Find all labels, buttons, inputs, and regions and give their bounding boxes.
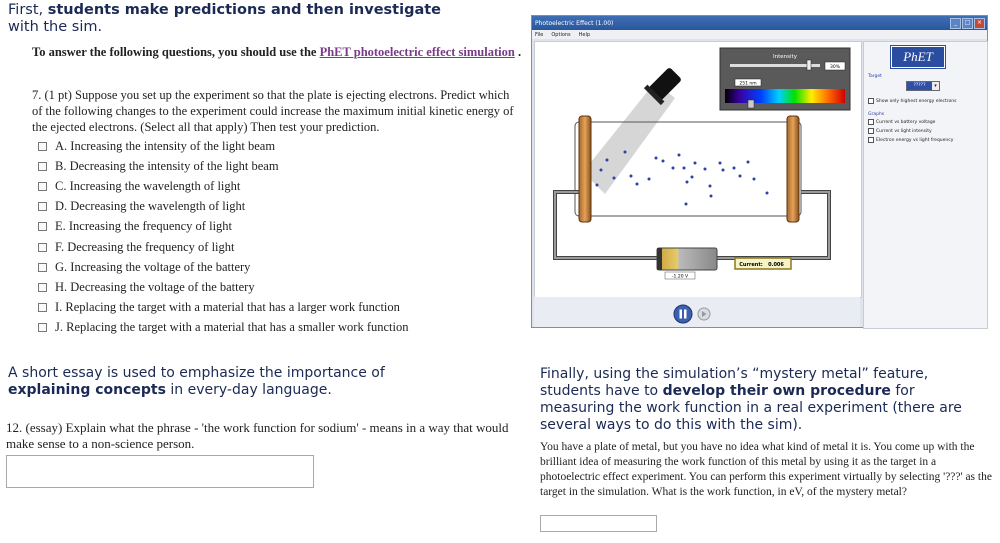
wavelength-slider-knob (748, 100, 754, 108)
checkbox[interactable] (38, 182, 47, 191)
target-value: ????? (907, 82, 932, 90)
current-label: Current: (739, 262, 763, 268)
sim-title: Photoelectric Effect (1.00) (535, 19, 614, 27)
instructions (32, 44, 522, 60)
phet-sim-window (531, 15, 988, 328)
option-h[interactable] (38, 277, 508, 297)
intro-bold: students make predictions and then investigate (47, 2, 442, 18)
essay-intro (8, 365, 448, 399)
checkbox[interactable] (38, 283, 47, 292)
option-a[interactable] (38, 136, 508, 156)
target-select[interactable] (906, 81, 940, 91)
checkbox[interactable] (38, 162, 47, 171)
option-label: B. Decreasing the intensity of the light beam (55, 158, 279, 173)
checkbox[interactable] (38, 202, 47, 211)
intensity-value: 30% (829, 65, 841, 70)
checkbox[interactable] (38, 263, 47, 272)
target-plate (579, 116, 591, 222)
option-c[interactable] (38, 176, 508, 196)
battery (657, 248, 717, 270)
final-intro-part2: for measuring the work function in a real experiment (there are several ways to do this with the sim). (540, 383, 962, 433)
essay-answer-input[interactable] (6, 455, 314, 488)
sim-titlebar (532, 16, 987, 30)
battery-voltage: -1.20 V (671, 274, 689, 280)
current-value: 0.006 (768, 262, 784, 268)
target-label: Target (868, 74, 882, 79)
mystery-answer-input[interactable] (540, 515, 657, 532)
question-12-text: 12. (essay) Explain what the phrase - 'the work function for sodium' - means in a way that would make sense to a non-science person. (6, 420, 509, 451)
phet-sim-link[interactable]: PhET photoelectric effect simulation (319, 45, 515, 59)
final-intro-bold: develop their own procedure (662, 383, 891, 399)
option-b[interactable] (38, 156, 508, 176)
option-label: E. Increasing the frequency of light (55, 219, 233, 234)
checkbox[interactable] (38, 323, 47, 332)
graphs-label: Graphs (868, 112, 885, 117)
sim-menubar (532, 30, 987, 39)
question-7-options (38, 136, 508, 338)
mystery-metal-question: You have a plate of metal, but you have no idea what kind of metal it is. You come up with the brilliant idea of measuring the work function of this metal by using it as the target in a photoelectric effect experiment. You can perform this experiment virtually by selecting '???' as the target in the simulation. What is the work function, in eV, of the mystery metal? (540, 441, 992, 498)
option-d[interactable] (38, 197, 508, 217)
intro-text (8, 2, 528, 36)
sim-controls (534, 297, 860, 327)
question-7-text: 7. (1 pt) Suppose you set up the experiment so that the plate is ejecting electrons. Predict which of the following changes to the experiment could increase the maximum initial kinetic energy of the ejected electrons. (Select all that apply) Then test your prediction. (32, 88, 514, 134)
sim-stage (534, 41, 862, 298)
graph-option-label: Current vs light intensity (876, 128, 932, 134)
sim-side-panel (863, 41, 988, 329)
wavelength-value: 251 nm (739, 81, 757, 87)
option-label: A. Increasing the intensity of the light beam (55, 138, 276, 153)
checkbox[interactable] (38, 142, 47, 151)
final-intro (540, 366, 980, 434)
collector-plate (787, 116, 799, 222)
checkbox[interactable] (868, 128, 874, 134)
sim-scene (535, 42, 861, 297)
chevron-down-icon: ▾ (932, 82, 939, 90)
option-label: C. Increasing the wavelength of light (55, 178, 241, 193)
wavelength-spectrum (725, 89, 845, 103)
final-intro-part1: Finally, using the simulation’s “mystery metal” feature, students have to (540, 366, 929, 399)
checkbox[interactable] (868, 137, 874, 143)
pause-button[interactable] (674, 305, 692, 323)
option-label: J. Replacing the target with a material that has a smaller work function (55, 320, 409, 335)
checkbox[interactable] (868, 119, 874, 125)
checkbox[interactable] (38, 222, 47, 231)
essay-intro-bold: explaining concepts (8, 382, 166, 398)
menu-options[interactable]: Options (551, 31, 571, 38)
graph-option-2[interactable] (868, 128, 987, 134)
graph-option-label: Electron energy vs light frequency (876, 137, 954, 143)
option-g[interactable] (38, 257, 508, 277)
phet-logo: PhET (891, 46, 945, 68)
intensity-slider-knob (807, 60, 811, 70)
close-icon[interactable]: × (974, 18, 985, 29)
option-label: G. Increasing the voltage of the battery (55, 259, 251, 274)
checkbox[interactable] (38, 243, 47, 252)
intro-line2: with the sim. (8, 19, 103, 35)
option-e[interactable] (38, 217, 508, 237)
checkbox[interactable] (38, 303, 47, 312)
instructions-text: To answer the following questions, you should use the (32, 45, 320, 59)
option-label: I. Replacing the target with a material that has a larger work function (55, 300, 400, 315)
maximize-icon[interactable]: □ (962, 18, 973, 29)
step-button[interactable] (698, 308, 710, 320)
graph-option-3[interactable] (868, 137, 987, 143)
intro-plain: First, (8, 2, 48, 18)
show-highest-toggle[interactable] (868, 98, 987, 104)
graph-option-1[interactable] (868, 119, 987, 125)
graph-option-label: Current vs battery voltage (876, 119, 936, 125)
minimize-icon[interactable]: _ (950, 18, 961, 29)
essay-intro-rest: in every-day language. (165, 382, 332, 398)
option-f[interactable] (38, 237, 508, 257)
essay-intro-line1: A short essay is used to emphasize the importance of (8, 365, 385, 381)
option-j[interactable] (38, 318, 508, 338)
menu-file[interactable]: File (535, 31, 544, 38)
option-i[interactable] (38, 298, 508, 318)
option-label: F. Decreasing the frequency of light (55, 239, 235, 254)
option-label: D. Decreasing the wavelength of light (55, 199, 246, 214)
option-label: H. Decreasing the voltage of the battery (55, 279, 255, 294)
show-highest-label: Show only highest energy electrons (876, 98, 957, 104)
menu-help[interactable]: Help (578, 31, 591, 38)
instructions-after: . (514, 45, 522, 59)
intensity-label: Intensity (773, 54, 797, 60)
checkbox[interactable] (868, 98, 874, 104)
